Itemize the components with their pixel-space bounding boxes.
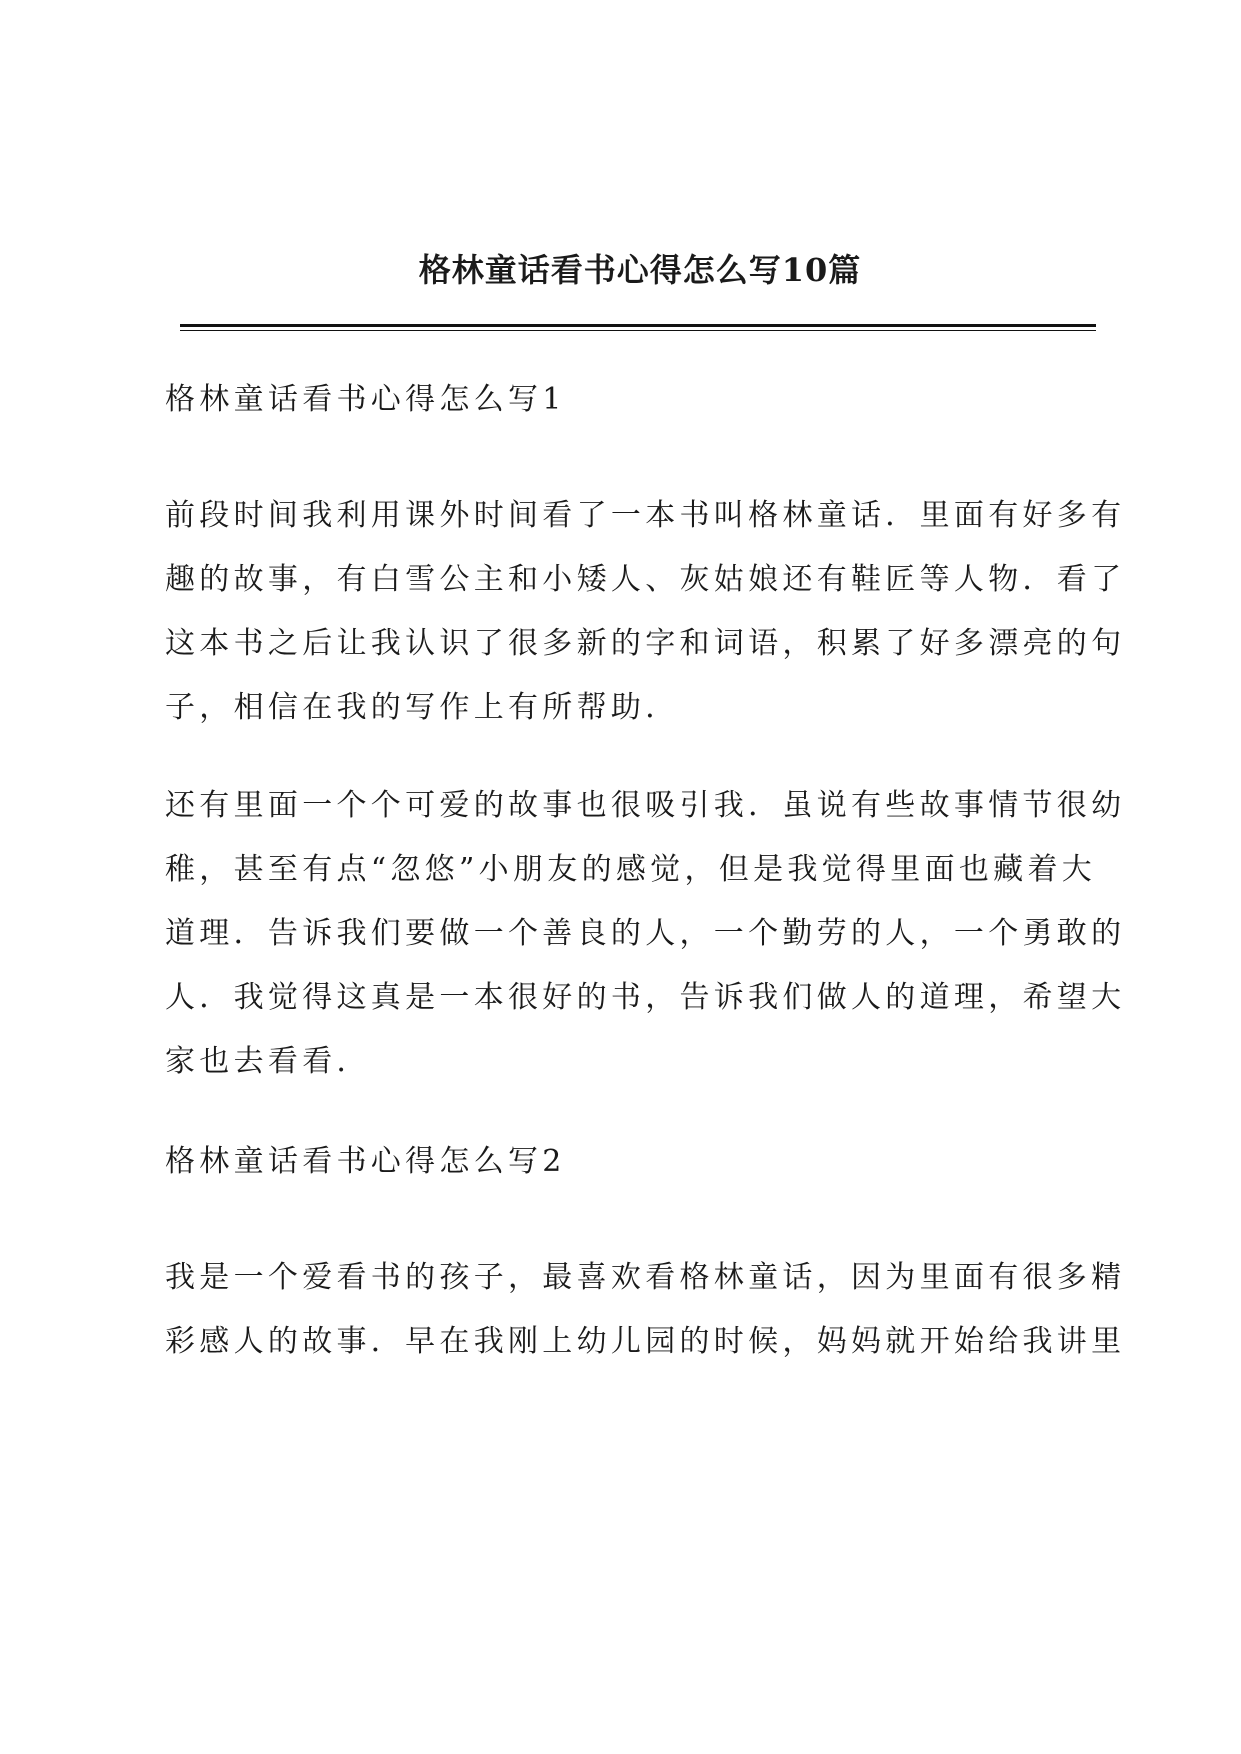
paragraph-line: 子，相信在我的写作上有所帮助． (165, 690, 680, 725)
paragraph-line: 人．我觉得这真是一本很好的书，告诉我们做人的道理，希望大 (165, 980, 1126, 1015)
paragraph-line: 道理．告诉我们要做一个善良的人，一个勤劳的人，一个勇敢的 (165, 916, 1126, 951)
paragraph (165, 1246, 1126, 1374)
paragraph-line: 稚，甚至有点“忽悠”小朋友的感觉，但是我觉得里面也藏着大 (165, 852, 1097, 887)
paragraph-line: 彩感人的故事．早在我刚上幼儿园的时候，妈妈就开始给我讲里 (165, 1324, 1126, 1359)
paragraph-line: 还有里面一个个可爱的故事也很吸引我．虽说有些故事情节很幼 (165, 788, 1126, 823)
paragraph-line: 这本书之后让我认识了很多新的字和词语，积累了好多漂亮的句 (165, 626, 1126, 661)
paragraph-line: 前段时间我利用课外时间看了一本书叫格林童话．里面有好多有 (165, 498, 1126, 533)
title-divider-thick (180, 324, 1096, 327)
section-heading (165, 368, 1095, 432)
title-divider-thin (180, 330, 1096, 331)
paragraph-line: 我是一个爱看书的孩子，最喜欢看格林童话，因为里面有很多精 (165, 1260, 1126, 1295)
section-heading-text: 格林童话看书心得怎么写2 (165, 1144, 566, 1179)
paragraph (165, 484, 1126, 740)
document-title: 格林童话看书心得怎么写10篇 (418, 251, 862, 289)
section-heading (165, 1130, 1095, 1194)
paragraph (165, 774, 1126, 1094)
paragraph-line: 趣的故事，有白雪公主和小矮人、灰姑娘还有鞋匠等人物．看了 (165, 562, 1126, 597)
section-heading-text: 格林童话看书心得怎么写1 (165, 382, 566, 417)
paragraph-line: 家也去看看． (165, 1044, 371, 1079)
